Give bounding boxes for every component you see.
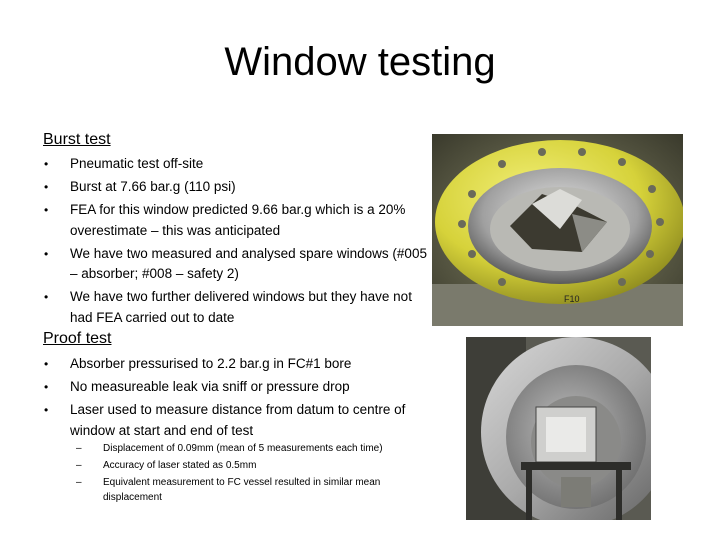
bullet-text: Laser used to measure distance from datum to centre of window at start and end of test <box>70 402 406 438</box>
bullet-text: FEA for this window predicted 9.66 bar.g which is a 20% overestimate – this was anticipated <box>70 202 406 238</box>
proof-test-list <box>43 354 433 444</box>
burst-window-illustration <box>432 134 683 326</box>
proof-test-photo <box>466 337 651 520</box>
list-item <box>43 377 433 398</box>
bullet-text: No measureable leak via sniff or pressure drop <box>70 379 350 394</box>
proof-test-sub-list <box>76 441 426 507</box>
burst-test-heading: Burst test <box>43 131 111 148</box>
proof-test-illustration <box>466 337 651 520</box>
dash-icon: – <box>76 460 82 471</box>
list-item <box>43 400 433 441</box>
bullet-icon: • <box>44 203 49 217</box>
bullet-icon: • <box>44 403 49 417</box>
list-item <box>43 154 433 175</box>
bullet-text: We have two measured and analysed spare windows (#005 – absorber; #008 – safety 2) <box>70 245 427 281</box>
bullet-text: We have two further delivered windows but they have not had FEA carried out to date <box>70 289 412 325</box>
list-item <box>76 441 426 456</box>
bullet-text: Pneumatic test off-site <box>70 156 204 171</box>
sub-bullet-text: Displacement of 0.09mm (mean of 5 measurements each time) <box>103 443 383 454</box>
bullet-icon: • <box>44 380 49 394</box>
sub-bullet-text: Accuracy of laser stated as 0.5mm <box>103 460 257 471</box>
list-item <box>43 177 433 198</box>
proof-test-heading: Proof test <box>43 330 112 347</box>
dash-icon: – <box>76 477 82 488</box>
burst-test-list <box>43 154 433 331</box>
sub-bullet-text: Equivalent measurement to FC vessel resulted in similar mean displacement <box>103 477 381 503</box>
bullet-icon: • <box>44 180 49 194</box>
dash-icon: – <box>76 443 82 454</box>
list-item <box>43 200 433 241</box>
burst-window-photo <box>432 134 683 326</box>
bullet-icon: • <box>44 246 49 261</box>
list-item <box>43 244 433 285</box>
bullet-text: Absorber pressurised to 2.2 bar.g in FC#1 bore <box>70 356 352 371</box>
list-item <box>76 458 426 473</box>
list-item <box>43 354 433 375</box>
bullet-icon: • <box>44 290 49 304</box>
bullet-icon: • <box>44 157 49 171</box>
list-item <box>76 475 426 505</box>
slide-title: Window testing <box>224 40 496 84</box>
bullet-icon: • <box>44 357 49 371</box>
list-item <box>43 287 433 328</box>
photo-label: F10 <box>564 294 580 304</box>
bullet-text: Burst at 7.66 bar.g (110 psi) <box>70 179 236 194</box>
